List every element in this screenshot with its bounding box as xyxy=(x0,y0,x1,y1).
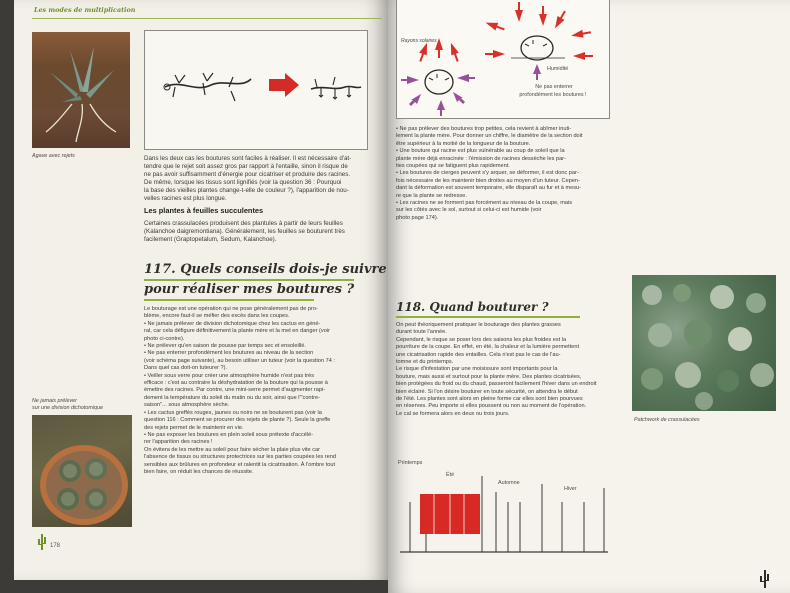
text-line: ne pas avoir suffisamment d'énergie pour cicatriser et produire des racines. xyxy=(144,171,351,178)
pot-caption-line1: Ne jamais prélever xyxy=(32,398,77,404)
text-line: • Les racines ne se forment pas forcément au niveau de la coupe, mais xyxy=(396,200,573,207)
text-line: Dans quel cas doit-on tuteurer ?). xyxy=(144,365,228,372)
text-line: On peut théoriquement pratiquer le bouturage des plantes grasses xyxy=(396,322,561,328)
text-line: être supérieur à la moitié de la longueur de la bouture. xyxy=(396,140,531,147)
sun-humidity-diagram-box xyxy=(396,0,610,119)
text-line: lement la plante mère. Pour donner un chiffre, le diamètre de la section doit xyxy=(396,133,583,140)
text-line: Dans les deux cas les boutures sont faciles à réaliser. Il est nécessaire d'at- xyxy=(144,155,352,162)
text-line: ral, car cela défigure définitivement la plante mère et la met en danger (voir xyxy=(144,328,330,335)
text-line: • Ne prélever qu'en saison de pousse par temps sec et ensoleillé. xyxy=(144,343,306,350)
running-header: Les modes de multiplication xyxy=(34,6,136,14)
sun-humidity-diagram xyxy=(397,0,609,118)
crassulaceae-photo xyxy=(632,275,776,411)
right-paragraph-1 xyxy=(396,126,628,222)
text-line: • Veiller sous verre pour créer une atmosphère humide n'est pas très xyxy=(144,372,314,379)
season-label-spring: Printemps xyxy=(398,460,423,466)
humidity-label: Humidité xyxy=(547,66,569,72)
sun-arrows-right xyxy=(484,2,593,60)
crassulaceae-texture xyxy=(632,275,776,411)
text-line: bouture, mais aussi et surtout pour la plante mère. Des plantes cicatrisées, xyxy=(396,373,582,380)
header-rule xyxy=(32,18,382,19)
season-label-summer: Été xyxy=(446,472,455,478)
text-line: durant toute l'année. xyxy=(396,329,447,336)
text-line: sur les côtés avec le sol, surtout si celui-ci est humide (voir xyxy=(396,207,542,214)
crassulaceae-caption: Patchwork de crassulacées xyxy=(634,417,700,423)
heading-underline xyxy=(144,279,354,281)
heading-underline xyxy=(144,299,314,301)
text-line: (voir schéma page suivante), au besoin utiliser un tuteur (voir la question 74 : xyxy=(144,357,335,364)
text-line: fois nécessaire de les maintenir bien droites au moyen d'un tuteur. Cepen- xyxy=(396,177,580,184)
cutting-diagram-box xyxy=(144,30,368,150)
text-line: des rejets permet de le maintenir en vie. xyxy=(144,424,244,431)
agave-illustration xyxy=(32,32,130,148)
text-line: dement la température du soleil du matin ou du soir, ainsi que l'"contre- xyxy=(144,394,320,401)
cactus-pot-illustration xyxy=(32,415,132,527)
text-line: blème, encore faut-il se méfier des excès dans les coupes. xyxy=(144,313,290,320)
text-line: émettre des racines. Par contre, une mini-serre permet d'augmenter rapi- xyxy=(144,387,326,394)
season-label-winter: Hiver xyxy=(564,486,577,492)
text-line: • Ne jamais prélever de division dichotomique chez les cactus en géné- xyxy=(144,320,321,327)
arrow-right-icon xyxy=(269,73,299,97)
sun-rays-label: Rayons solaires xyxy=(401,38,437,44)
text-line: ties coupées qui se fatiguent plus rapidement. xyxy=(396,163,510,170)
text-line: tendre que le rejet soit assez gros par rapport à l'entaille, sinon il risque de xyxy=(144,163,348,170)
text-line: On évitera de les mettre au soleil pour faire sécher la plaie plus vite car xyxy=(144,446,320,453)
text-line: bien protégées du froid ou du chaud, passeront facilement l'hiver dans un endroit xyxy=(396,381,597,388)
text-line: la base des vieilles plantes change-t-elle de couleur ?), l'apparition de nou- xyxy=(144,187,349,194)
text-line: dant la déformation est souvent temporaire, elle disparaît au fur et à mesu- xyxy=(396,185,582,192)
question-118-heading: 118. Quand bouturer ? xyxy=(396,300,549,314)
text-line: en réserves. Peu importe si elles poussent ou non au moment de l'opération. xyxy=(396,403,587,410)
text-line: • Les boutures de cierges peuvent s'y arquer, se déformer, il est donc par- xyxy=(396,170,579,177)
season-label-autumn: Automne xyxy=(498,480,520,486)
seasons-chart xyxy=(396,462,610,558)
left-page xyxy=(14,0,388,580)
right-page xyxy=(388,0,790,593)
warning-label-line2: profondément les boutures ! xyxy=(519,92,587,98)
text-line: question 116 : Comment se procurer des rejets de plante ?). Seule la greffe xyxy=(144,417,331,424)
cactus-icon xyxy=(758,568,772,590)
pot-caption-line2: sur une division dichotomique xyxy=(32,405,104,411)
paragraph-1 xyxy=(144,155,370,203)
text-line: de l'été. Les plantes sont alors en pleine forme car elles sont bien pourvues xyxy=(396,396,583,403)
text-line: pourriture de la coupe. En effet, en été, la chaleur et la lumière permettent xyxy=(396,344,580,351)
warning-label-line1: Ne pas enterrer xyxy=(535,84,573,90)
question-117-heading-line2: pour réaliser mes boutures ? xyxy=(144,282,355,297)
text-line: photo ci-contre). xyxy=(144,335,185,342)
text-line: • Ne pas prélever des boutures trop petites, cela revient à abîmer inuti- xyxy=(396,126,572,132)
text-line: efficace : c'est au contraire la déshydratation de la bouture qui la pousse à xyxy=(144,380,328,387)
text-line: Le risque d'infestation par une moisissure sont importants pour la xyxy=(396,366,558,373)
humidity-arrows-left xyxy=(401,74,475,116)
text-line: sensibles aux brûlures en profondeur et ralentit la cicatrisation. À l'ombre tout xyxy=(144,461,336,468)
text-line: • Une bouture qui racine est plus vulnérable au coup de soleil que la xyxy=(396,148,565,155)
text-line: tomne et du printemps. xyxy=(396,359,454,366)
text-line: Cependant, le risque se poser lors des saisons les plus froides est la xyxy=(396,336,567,343)
text-line: bien faire, on réduit les chances de réussite. xyxy=(144,468,254,475)
text-line: Le bouturage est une opération qui ne pose généralement pas de pro- xyxy=(144,306,318,312)
text-line: • Ne pas exposer les boutures en plein soleil sous prétexte d'accélé- xyxy=(144,431,314,438)
cactus-pot-photo xyxy=(32,415,132,527)
heading-underline xyxy=(396,316,580,318)
paragraph-2 xyxy=(144,220,370,244)
text-line: plante mère déjà enracinée : l'émission de racines dessèche les par- xyxy=(396,155,566,162)
text-line: facilement (Graptopetalum, Sedum, Kalanchoe). xyxy=(144,236,277,243)
agave-caption: Agave avec rejets xyxy=(32,153,75,159)
paragraph-3 xyxy=(144,306,372,476)
text-line: saison"... sous atmosphère sèche. xyxy=(144,402,230,409)
text-line: une cicatrisation rapide des entailles. Cela n'est pas le cas de l'au- xyxy=(396,351,561,358)
page-number: 178 xyxy=(50,543,61,549)
text-line: Le cal se formera alors en deux ou trois jours. xyxy=(396,410,510,417)
subheading-succulent-leaves: Les plantes à feuilles succulentes xyxy=(144,206,264,215)
question-117-heading-line1: 117. Quels conseils dois-je suivre xyxy=(144,262,387,277)
text-line: l'absence de tissus ou structures protectrices sur les parties coupées les rend xyxy=(144,454,336,461)
right-paragraph-2 xyxy=(396,322,628,418)
cactus-icon xyxy=(36,532,48,552)
text-line: rer l'apparition des racines ! xyxy=(144,439,213,446)
text-line: Certaines crassulacées produisent des plantules à partir de leurs feuilles xyxy=(144,220,343,227)
agave-photo xyxy=(32,32,130,148)
text-line: photo page 174). xyxy=(396,214,439,221)
text-line: • Ne pas enterrer profondément les boutures au niveau de la section xyxy=(144,350,314,357)
seasons-chart-svg xyxy=(396,462,610,558)
text-line: re que la plante se redresse. xyxy=(396,192,467,199)
text-line: (Kalanchoe daigremontiana). Généralement, les feuilles se bouturent très xyxy=(144,228,345,235)
text-line: • Les cactus greffés rouges, jaunes ou noirs ne se bouturent pas (voir la xyxy=(144,409,322,416)
text-line: bien éclairé. Si l'on désire bouturer en toute sécurité, on attendra le début xyxy=(396,388,578,395)
text-line: De même, lorsque les tissus sont lignifiés (voir la question 36 : Pourquoi xyxy=(144,179,342,186)
cutting-diagram xyxy=(145,31,367,149)
text-line: velles racines est plus longue. xyxy=(144,195,227,202)
